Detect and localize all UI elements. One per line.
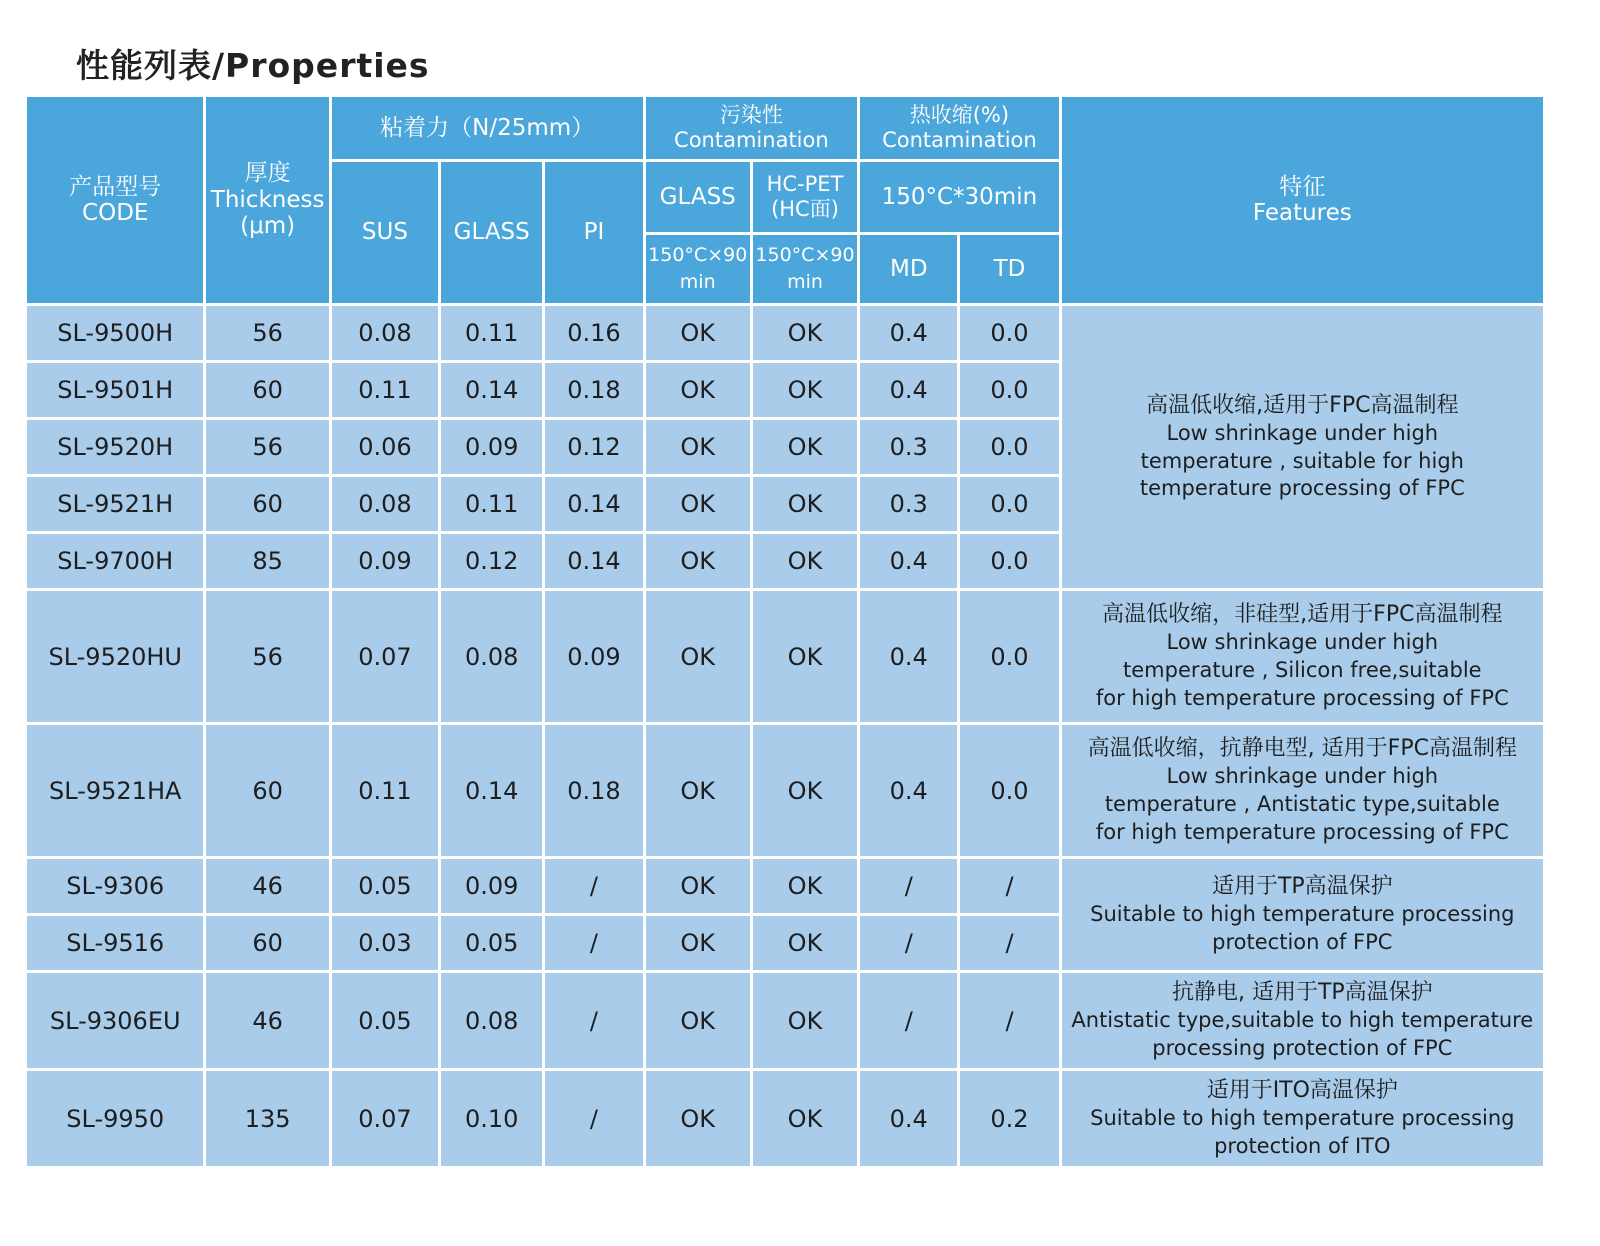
feature-en-line: for high temperature processing of FPC — [1095, 819, 1509, 844]
header-pi: PI — [545, 162, 642, 303]
cell-code: SL-9950 — [27, 1071, 203, 1166]
cell-td: / — [960, 973, 1058, 1068]
cell-glass: 0.09 — [441, 420, 542, 474]
cell-code: SL-9306EU — [27, 973, 203, 1068]
feature-en-line: Suitable to high temperature processing — [1090, 1106, 1515, 1131]
cell-td: 0.0 — [960, 477, 1058, 531]
cell-pi: / — [545, 973, 642, 1068]
cell-cont-glass: OK — [646, 973, 750, 1068]
header-adhesion: 粘着力（N/25mm） — [332, 97, 643, 159]
cell-md: 0.4 — [860, 591, 957, 722]
table-row — [27, 859, 1543, 913]
header-cont-hcpet — [753, 162, 857, 232]
cell-td: / — [960, 916, 1058, 970]
cell-code: SL-9521H — [27, 477, 203, 531]
header-cont-hcpet-condition — [753, 235, 857, 303]
table-row — [27, 973, 1543, 1068]
cell-thickness: 85 — [206, 534, 328, 588]
cell-cont-hcpet: OK — [753, 725, 857, 856]
header-thickness-unit: (μm) — [240, 213, 296, 240]
cell-cont-hcpet: OK — [753, 859, 857, 913]
cell-glass: 0.08 — [441, 591, 542, 722]
cell-td: 0.0 — [960, 591, 1058, 722]
cell-cont-glass: OK — [646, 363, 750, 417]
feature-en-line: Suitable to high temperature processing — [1090, 902, 1515, 927]
header-sus: SUS — [332, 162, 438, 303]
cell-td: 0.0 — [960, 306, 1058, 360]
cell-glass: 0.11 — [441, 306, 542, 360]
feature-en-line: temperature processing of FPC — [1139, 476, 1465, 501]
cell-cont-hcpet: OK — [753, 1071, 857, 1166]
cell-sus: 0.05 — [332, 973, 438, 1068]
cell-glass: 0.14 — [441, 725, 542, 856]
cell-glass: 0.10 — [441, 1071, 542, 1166]
cell-md: 0.3 — [860, 477, 957, 531]
cell-md: 0.4 — [860, 306, 957, 360]
feature-en-line: Low shrinkage under high — [1166, 764, 1439, 789]
cell-glass: 0.14 — [441, 363, 542, 417]
cell-pi: / — [545, 1071, 642, 1166]
feature-en-line: Antistatic type,suitable to high temperature — [1071, 1008, 1534, 1033]
cell-md: 0.4 — [860, 534, 957, 588]
cell-pi: 0.14 — [545, 477, 642, 531]
cell-td: / — [960, 859, 1058, 913]
cell-glass: 0.09 — [441, 859, 542, 913]
cell-sus: 0.08 — [332, 477, 438, 531]
cell-cont-glass: OK — [646, 916, 750, 970]
cell-cont-hcpet: OK — [753, 420, 857, 474]
cell-glass: 0.11 — [441, 477, 542, 531]
header-contamination-cn: 污染性 — [719, 102, 783, 127]
cell-pi: / — [545, 859, 642, 913]
cell-thickness: 60 — [206, 477, 328, 531]
cell-cont-hcpet: OK — [753, 306, 857, 360]
header-glass: GLASS — [441, 162, 542, 303]
cell-td: 0.0 — [960, 725, 1058, 856]
cell-thickness: 56 — [206, 420, 328, 474]
header-cont-hcpet-condition-line1: 150°C×90 — [755, 244, 855, 267]
header-cont-glass-condition — [646, 235, 750, 303]
cell-sus: 0.06 — [332, 420, 438, 474]
cell-code: SL-9700H — [27, 534, 203, 588]
cell-cont-glass: OK — [646, 859, 750, 913]
cell-thickness: 60 — [206, 916, 328, 970]
feature-cn: 适用于TP高温保护 — [1211, 874, 1393, 900]
feature-en-line: protection of FPC — [1212, 930, 1393, 955]
cell-cont-glass: OK — [646, 306, 750, 360]
feature-en-line: Low shrinkage under high — [1166, 420, 1439, 445]
cell-cont-glass: OK — [646, 591, 750, 722]
header-code — [27, 97, 203, 303]
cell-thickness: 60 — [206, 363, 328, 417]
header-features — [1062, 97, 1543, 303]
header-shrinkage-cn: 热收缩(%) — [909, 102, 1010, 127]
cell-sus: 0.09 — [332, 534, 438, 588]
table-row — [27, 1071, 1543, 1166]
cell-features — [1062, 973, 1543, 1068]
cell-thickness: 60 — [206, 725, 328, 856]
cell-cont-glass: OK — [646, 534, 750, 588]
header-cont-hcpet-condition-line2: min — [787, 271, 823, 293]
cell-features — [1062, 725, 1543, 856]
table-row — [27, 591, 1543, 722]
page-title: 性能列表/Properties — [76, 46, 430, 85]
cell-td: 0.0 — [960, 534, 1058, 588]
cell-pi: 0.16 — [545, 306, 642, 360]
cell-pi: 0.12 — [545, 420, 642, 474]
cell-thickness: 135 — [206, 1071, 328, 1166]
cell-cont-hcpet: OK — [753, 477, 857, 531]
cell-cont-hcpet: OK — [753, 916, 857, 970]
cell-code: SL-9516 — [27, 916, 203, 970]
cell-pi: 0.18 — [545, 725, 642, 856]
header-shrink-condition: 150°C*30min — [860, 162, 1059, 232]
feature-en-line: processing protection of FPC — [1152, 1036, 1453, 1061]
cell-sus: 0.07 — [332, 1071, 438, 1166]
header-features-en: Features — [1252, 200, 1352, 226]
cell-md: 0.4 — [860, 363, 957, 417]
cell-code: SL-9521HA — [27, 725, 203, 856]
cell-code: SL-9500H — [27, 306, 203, 360]
feature-cn: 高温低收缩,适用于FPC高温制程 — [1146, 392, 1459, 418]
cell-pi: 0.18 — [545, 363, 642, 417]
cell-cont-glass: OK — [646, 1071, 750, 1166]
cell-pi: / — [545, 916, 642, 970]
table-row — [27, 306, 1543, 360]
feature-cn: 抗静电, 适用于TP高温保护 — [1171, 980, 1433, 1006]
properties-table — [24, 94, 1546, 1169]
cell-features — [1062, 591, 1543, 722]
header-code-en: CODE — [82, 200, 149, 226]
cell-features — [1062, 859, 1543, 970]
cell-cont-hcpet: OK — [753, 973, 857, 1068]
feature-cn: 高温低收缩，抗静电型, 适用于FPC高温制程 — [1087, 736, 1517, 762]
header-cont-glass-condition-line1: 150°C×90 — [648, 244, 748, 267]
cell-td: 0.0 — [960, 420, 1058, 474]
feature-en-line: temperature , Antistatic type,suitable — [1104, 792, 1500, 817]
cell-sus: 0.11 — [332, 363, 438, 417]
cell-sus: 0.11 — [332, 725, 438, 856]
cell-md: 0.3 — [860, 420, 957, 474]
cell-code: SL-9306 — [27, 859, 203, 913]
header-thickness-en: Thickness — [210, 186, 325, 213]
cell-sus: 0.05 — [332, 859, 438, 913]
cell-code: SL-9501H — [27, 363, 203, 417]
cell-sus: 0.03 — [332, 916, 438, 970]
cell-thickness: 46 — [206, 973, 328, 1068]
cell-features — [1062, 306, 1543, 588]
cell-glass: 0.12 — [441, 534, 542, 588]
cell-cont-hcpet: OK — [753, 591, 857, 722]
cell-cont-glass: OK — [646, 725, 750, 856]
cell-cont-glass: OK — [646, 420, 750, 474]
table-row — [27, 725, 1543, 856]
header-cont-hcpet-line2: (HC面) — [771, 197, 839, 221]
header-shrinkage-en: Contamination — [882, 128, 1037, 152]
cell-td: 0.0 — [960, 363, 1058, 417]
header-contamination-en: Contamination — [674, 128, 829, 152]
cell-pi: 0.14 — [545, 534, 642, 588]
header-thickness-cn: 厚度 — [244, 160, 291, 187]
cell-cont-glass: OK — [646, 477, 750, 531]
feature-en-line: protection of ITO — [1214, 1134, 1391, 1159]
cell-thickness: 56 — [206, 306, 328, 360]
feature-cn: 适用于ITO高温保护 — [1206, 1078, 1398, 1104]
cell-md: / — [860, 916, 957, 970]
cell-features — [1062, 1071, 1543, 1166]
header-shrinkage — [860, 97, 1059, 159]
header-features-cn: 特征 — [1279, 173, 1326, 200]
header-td: TD — [960, 235, 1058, 303]
feature-en-line: Low shrinkage under high — [1166, 630, 1439, 655]
feature-en-line: for high temperature processing of FPC — [1095, 685, 1509, 710]
feature-cn: 高温低收缩，非硅型,适用于FPC高温制程 — [1102, 602, 1503, 628]
cell-sus: 0.08 — [332, 306, 438, 360]
cell-md: 0.4 — [860, 1071, 957, 1166]
cell-glass: 0.08 — [441, 973, 542, 1068]
header-cont-glass-condition-line2: min — [679, 271, 716, 293]
cell-code: SL-9520H — [27, 420, 203, 474]
cell-md: / — [860, 973, 957, 1068]
cell-thickness: 56 — [206, 591, 328, 722]
cell-code: SL-9520HU — [27, 591, 203, 722]
cell-md: / — [860, 859, 957, 913]
header-md: MD — [860, 235, 957, 303]
header-row — [27, 97, 1543, 159]
cell-cont-hcpet: OK — [753, 363, 857, 417]
cell-pi: 0.09 — [545, 591, 642, 722]
cell-cont-hcpet: OK — [753, 534, 857, 588]
cell-sus: 0.07 — [332, 591, 438, 722]
header-contamination — [646, 97, 858, 159]
header-cont-glass: GLASS — [646, 162, 750, 232]
cell-thickness: 46 — [206, 859, 328, 913]
header-cont-hcpet-line1: HC-PET — [766, 171, 844, 196]
cell-td: 0.2 — [960, 1071, 1058, 1166]
cell-glass: 0.05 — [441, 916, 542, 970]
feature-en-line: temperature , Silicon free,suitable — [1123, 658, 1482, 683]
header-code-cn: 产品型号 — [69, 173, 162, 200]
feature-en-line: temperature , suitable for high — [1140, 448, 1464, 473]
cell-md: 0.4 — [860, 725, 957, 856]
header-thickness — [206, 97, 328, 303]
